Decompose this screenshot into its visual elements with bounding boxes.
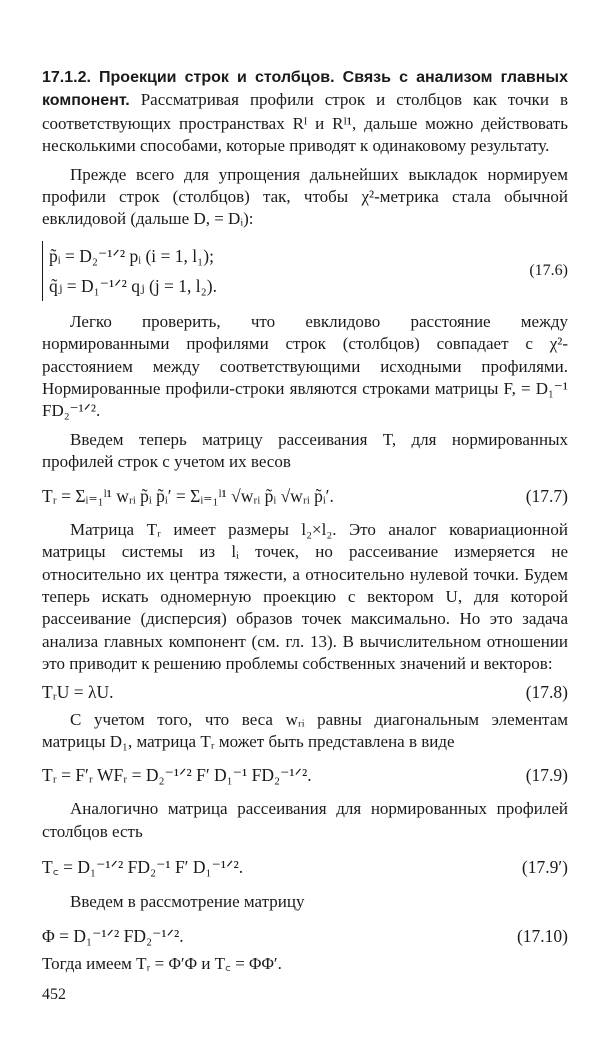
equation-system [42,241,217,301]
section-paragraph [42,66,568,158]
equation-17-9 [42,765,568,786]
equation-number: (17.9) [525,765,568,786]
equation-formula: Φ = D₁⁻¹ᐟ² FD₂⁻¹ᐟ². [42,925,184,946]
section-heading: 17.1.2. Проекции строк и столбцов. Связь с анализом главных компонент. [42,69,568,110]
paragraph-covariance-analog: Матрица Tᵣ имеет размеры l₂×l₂. Это аналог ковариационной матрицы системы из lᵢ точек, но рассеивание измеряется не относительно их центра тяжести, а относительно нулевой точки. Будем теперь искать одномерную проекцию с вектором U, для которой рассеивание (дисперсия) образов точек максимально. Но это задача анализа главных компонент (см. гл. 13). В вычислительном отношении это приводит к решению проблемы собственных значений и векторов: [42,519,568,674]
equation-17-10 [42,926,568,947]
equation-formula: T꜀ = D₁⁻¹ᐟ² FD₂⁻¹ F′ D₁⁻¹ᐟ². [42,857,244,878]
equation-formula: Tᵣ = Σᵢ₌₁ˡ¹ wᵣᵢ p̃ᵢ p̃ᵢ′ = Σᵢ₌₁ˡ¹ √wᵣᵢ p̃ᵢ √wᵣᵢ p̃ᵢ′. [42,485,334,506]
equation-17-8 [42,682,568,703]
equation-number: (17.9′) [521,856,568,877]
equation-formula: Tᵣ = F′ᵣ WFᵣ = D₂⁻¹ᐟ² F′ D₁⁻¹ FD₂⁻¹ᐟ². [42,765,312,786]
paragraph-normalization: Прежде всего для упрощения дальнейших выкладок нормируем профили строк (столбцов) так, чтобы χ²-метрика стала обычной евклидовой (дальше D, = Dᵢ): [42,164,568,229]
paragraph-euclidean: Легко проверить, что евклидово расстояние между нормированными профилями строк (столбцов) совпадает с χ²-расстоянием между соответствующими исходными профилями. Нормированные профили-строки являются строками матрицы F, = D₁⁻¹ FD₂⁻¹ᐟ². [42,311,568,421]
equation-17-7 [42,486,568,507]
paragraph-columns-scatter: Аналогично матрица рассеивания для нормированных профилей столбцов есть [42,799,568,841]
paragraph-weights: С учетом того, что веса wᵣᵢ равны диагональным элементам матрицы D₁, матрица Tᵣ может быть представлена в виде [42,709,568,751]
equation-number: (17.6) [529,261,568,279]
section-intro: Рассматривая профили строк и столбцов как точки в соответствующих пространствах Rᴵ и Rᴵ¹, дальше можно действовать несколькими способами, которые приводят к одинаковому результату. [42,90,568,156]
equation-17-9-prime [42,855,568,879]
paragraph-introduce-matrix: Введем в рассмотрение матрицу [70,892,305,912]
equation-number: (17.10) [516,925,568,946]
equation-formula: TᵣU = λU. [42,681,114,702]
equation-number: (17.7) [525,485,568,506]
page-number: 452 [42,986,66,1003]
paragraph-conclusion: Тогда имеем Tᵣ = Φ′Φ и T꜀ = ΦΦ′. [42,953,282,973]
equation-17-6 [42,241,568,301]
equation-number: (17.8) [525,681,568,702]
paragraph-scatter-matrix: Введем теперь матрицу рассеивания T, для нормированных профилей строк с учетом их весов [42,429,568,472]
equation-17-6-line2: q̃ⱼ = D₁⁻¹ᐟ² qⱼ (j = 1, l₂). [49,275,217,296]
equation-17-6-line1: p̃ᵢ = D₂⁻¹ᐟ² pᵢ (i = 1, l₁); [49,245,214,266]
